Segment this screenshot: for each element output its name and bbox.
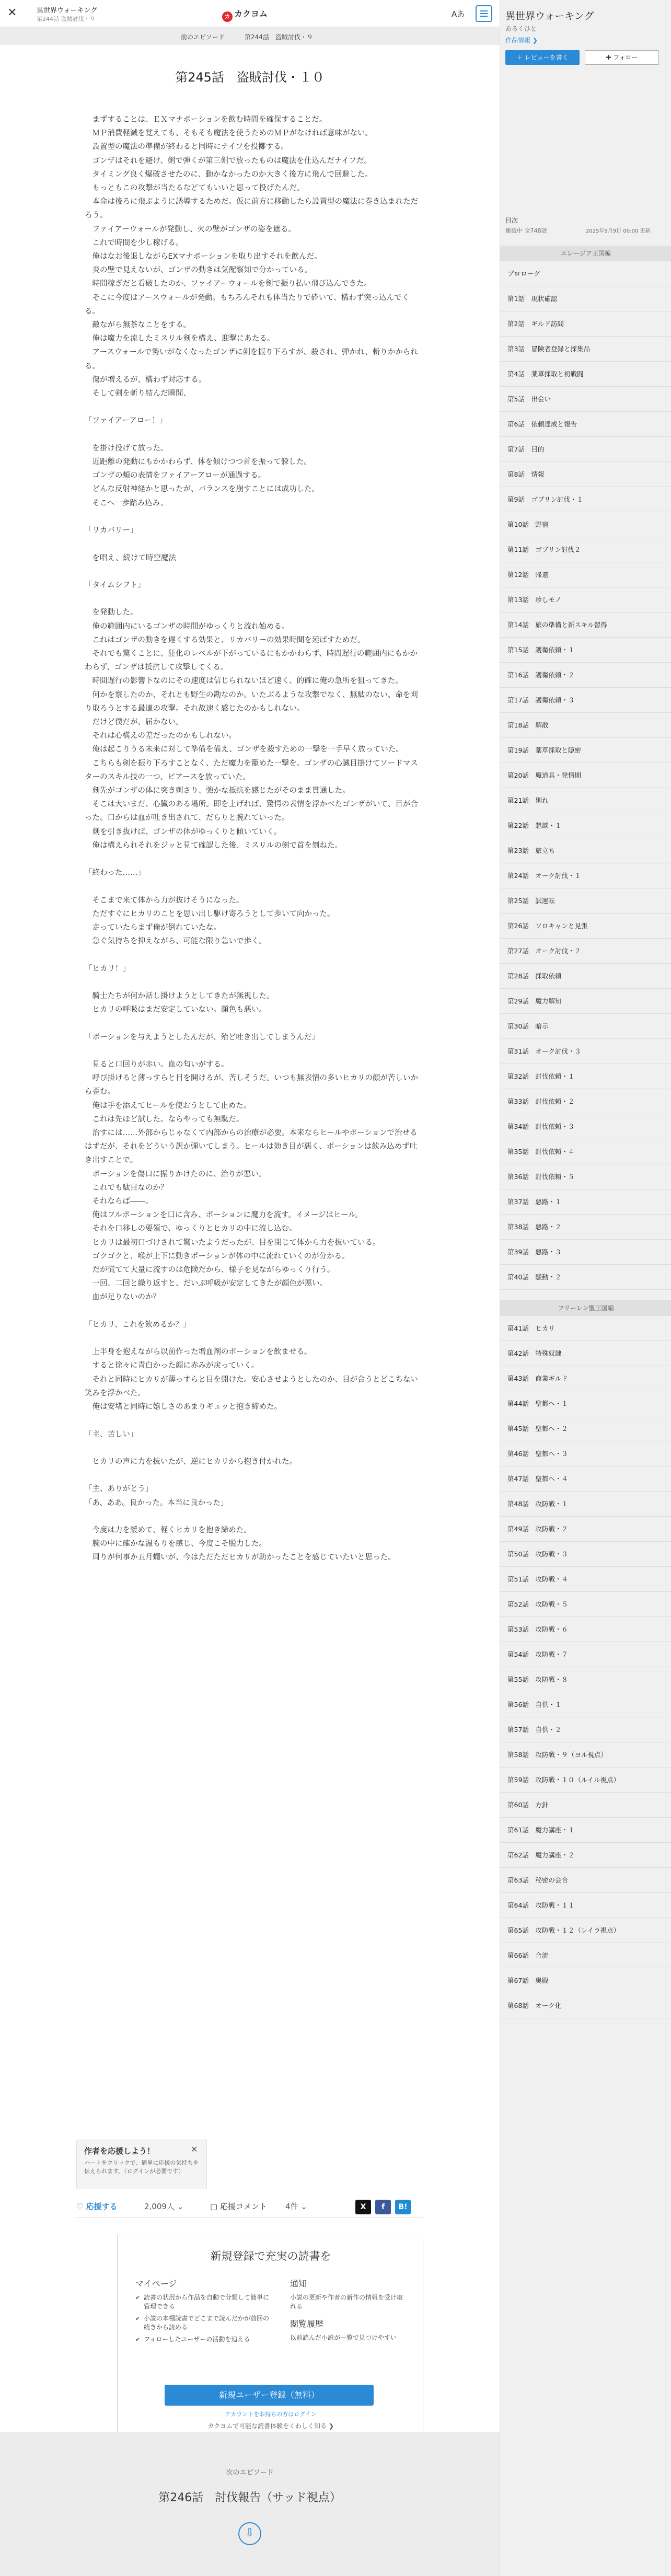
toc-episode-item[interactable]: 第68話 オーク化 (500, 1993, 671, 2018)
toc-episode-item[interactable]: 第58話 攻防戦・９（ヨル視点） (500, 1742, 671, 1768)
body-paragraph: 俺は魔力を流したミスリル剣を構え、迎撃にあたる。 (85, 334, 275, 343)
toc-episode-item[interactable]: 第53話 攻防戦・６ (500, 1617, 671, 1642)
body-paragraph: 時間稼ぎだと看破したのか、ファイアーウォールを剣で振り払い飛び込んできた。 (85, 280, 372, 288)
body-paragraph: どんな反射神経かと思ったが、バランスを崩すことには成功した。 (85, 485, 320, 494)
toc-episode-item[interactable]: 第51話 攻防戦・４ (500, 1567, 671, 1592)
body-paragraph: ゴンザはそれを避け、剣で弾くが第三剣で放ったものは魔法を仕込んだナイフだ。 (85, 156, 372, 165)
body-paragraph: 治すには……外部からじゃなくて内部からの治療が必要。本来ならヒールやポーションで治せるはずだが、それをどういう訳か弾いてしまう。ヒールは効き目が悪く、ポーションは飲み込めず吐き出すことで。 (85, 1129, 418, 1165)
signup-box (117, 2235, 423, 2441)
body-paragraph: を掛け投げて放った。 (85, 444, 168, 453)
body-paragraph: 俺はなお後退しながらEXマナポーションを取り出すそれを飲んだ。 (85, 252, 322, 261)
body-paragraph: 「ファイアーアロー！」 (85, 417, 167, 425)
body-paragraph: もっともこの攻撃が当たるなどてもいいと思って投げたんだ。 (85, 184, 305, 193)
text-size-button[interactable]: Aあ (452, 9, 465, 19)
body-paragraph: アースウォールで勢いがなくなったゴンザに剣を振り下ろすが、殺され、弾かれ、斬りかかられる。 (85, 348, 418, 371)
toc-episode-item[interactable]: 第32話 討伐依頼・１ (500, 1064, 671, 1089)
body-paragraph (85, 1044, 421, 1058)
work-info-link[interactable]: 作品情報 ❯ (505, 37, 538, 44)
toc-episode-item[interactable]: 第42話 特殊奴隷 (500, 1341, 671, 1366)
body-paragraph: 一回、二回と繰り返すと、だいぶ呼吸が安定してきたが顔色が悪い。 (85, 1279, 327, 1288)
like-button[interactable]: ♡ 応援する (76, 2202, 118, 2211)
support-box (76, 2140, 207, 2189)
like-count[interactable]: 2,009人 ⌄ (144, 2202, 184, 2211)
body-paragraph: まずすることは、ＥＸマナポーションを飲む時間を確保することだ。 (85, 115, 327, 124)
toc-episode-item[interactable]: 第38話 悪路・２ (500, 1215, 671, 1240)
toc-episode-item[interactable]: 第18話 解散 (500, 713, 671, 738)
toc-episode-item[interactable]: 第66話 合流 (500, 1943, 671, 1968)
toc-episode-item[interactable]: 第48話 攻防戦・１ (500, 1492, 671, 1517)
episode-nav-strip (0, 27, 500, 45)
toc-episode-item[interactable]: 第35話 討伐依頼・４ (500, 1139, 671, 1164)
signup-heading: 新規登録で充実の読書を (210, 2250, 331, 2262)
body-paragraph: 「ヒカリ、これを飲めるか？」 (85, 1320, 191, 1329)
body-paragraph: これはゴンザの動きを遅くする効果と、リカバリーの効果時間を延ばすためだ。 (85, 636, 365, 644)
toc-episode-item[interactable]: 第41話 ヒカリ (500, 1316, 671, 1341)
toc-sidebar (500, 0, 671, 2576)
body-paragraph (85, 1016, 421, 1030)
toc-episode-item[interactable]: 第19話 薬草採取と隠密 (500, 738, 671, 763)
body-paragraph: 傷が増えるが、構わず対応する。 (85, 375, 206, 384)
body-paragraph: 何かを察したのか、それとも野生の勘なのか。いたぶるような攻撃でなく、無駄のない、命を刈り取ろうとする最適の攻撃。それ故速く感じたのかもしれない。 (85, 690, 418, 713)
body-paragraph: 血が足りないのか？ (85, 1293, 160, 1302)
notify-title: 通知 (290, 2279, 307, 2289)
body-paragraph: 腕の中に確かな温もりを感じ、今度こそ脱力した。 (85, 1540, 267, 1549)
body-paragraph: それは心構えの差だったのかもしれない。 (85, 732, 236, 741)
toc-episode-item[interactable]: 第24話 オーク討伐・１ (500, 863, 671, 888)
sidebar-work-title[interactable]: 異世界ウォーキング (505, 10, 594, 22)
body-paragraph: 見ると口回りが赤い。血の匂いがする。 (85, 1060, 229, 1069)
body-paragraph: それと同時にヒカリが薄っすらと目を開けた。安心させようとしたのか、目が合うとどこちない笑みを浮かべた。 (85, 1375, 418, 1397)
body-paragraph: 急ぐ気持ちを抑えながら、可能な限り急いで歩く。 (85, 937, 267, 946)
register-button[interactable]: 新規ユーザー登録（無料） (165, 2385, 374, 2406)
toc-episode-item[interactable]: 第61話 魔力講座・１ (500, 1818, 671, 1843)
toc-episode-item[interactable]: 第31話 オーク討伐・３ (500, 1039, 671, 1064)
body-paragraph: ファイアーウォールが発動し、火の壁がゴンザの姿を遮る。 (85, 225, 296, 234)
toc-episode-item[interactable]: 第34話 討伐依頼・３ (500, 1114, 671, 1139)
body-paragraph: これで時間を少し稼げる。 (85, 238, 183, 247)
toc-section-header[interactable]: エレージア王国編 (500, 246, 671, 261)
notify-desc: 小説の更新や作者の新作の情報を受け取れる (290, 2294, 403, 2310)
body-paragraph: 「リカバリー」 (85, 526, 138, 535)
toc-episode-item[interactable]: 第45話 聖都へ・２ (500, 1416, 671, 1441)
review-button[interactable]: ＋ レビューを書く (505, 50, 580, 65)
toc-episode-item[interactable]: 第39話 悪路・３ (500, 1240, 671, 1265)
toc-episode-item[interactable]: 第14話 旅の準備と新スキル習得 (500, 613, 671, 638)
toc-episode-item[interactable]: 第25話 試運転 (500, 888, 671, 914)
toc-episode-item[interactable]: 第20話 魔道具・発情期 (500, 763, 671, 788)
body-paragraph: タイミング良く爆破させたのに、動かなかったのか大きく後方に飛んで回避した。 (85, 170, 373, 179)
support-title: 作者を応援しよう！ (84, 2146, 155, 2156)
mypage-title: マイページ (135, 2279, 177, 2289)
body-paragraph: 上半身を抱えながら以前作った増血剤のポーションを飲ませる。 (85, 1348, 312, 1357)
body-paragraph: こちらも剣を振り下ろすことなく、ただ魔力を籠めた一撃を。ゴンザの心臓目掛けてソードマスターのスキル技の一つ、ピアースを放っていた。 (85, 759, 418, 781)
toc-episode-item[interactable]: 第33話 討伐依頼・２ (500, 1089, 671, 1114)
body-paragraph: そこは大いまだ、心臓のある場所。即を上げれば、驚愕の表情を浮かべたゴンザがいて、目が合った。口からは血が吐き出されて、だらりと腕れていった。 (85, 800, 418, 823)
history-desc: 以前読んだ小説が一覧で見つけやすい (290, 2334, 397, 2341)
body-paragraph: 周りが何事か五月蠅いが、今はただただヒカリが助かったことを感じていたいと思った。 (85, 1553, 396, 1562)
toc-episode-item[interactable]: 第55話 攻防戦・８ (500, 1667, 671, 1692)
share-hatena-icon[interactable]: B! (395, 2200, 411, 2214)
body-paragraph: それを口移しの要領で、ゆっくりとヒカリの中に流し込む。 (85, 1225, 297, 1233)
comment-button[interactable]: ▢ 応援コメント (210, 2202, 267, 2211)
body-paragraph: だが慌てて大量に流すのは危険だから、様子を見ながらゆっくり行う。 (85, 1266, 335, 1275)
body-paragraph: ゴクゴクと、喉が上下に動きポーションが体の中に流れていくのが分かる。 (85, 1252, 350, 1261)
episode-body (85, 113, 421, 1565)
body-paragraph: 呼び掛けると薄っすらと目を開けるが、苦しそうだ。いつも無表情の多いヒカリの顔が苦しいから歪む。 (85, 1074, 418, 1096)
body-paragraph: 俺はフルポーションを口に含み、ポーションに魔力を流す。イメージはヒール。 (85, 1211, 363, 1220)
toc-episode-item[interactable]: 第23話 旅立ち (500, 838, 671, 863)
body-paragraph (85, 1332, 421, 1345)
body-paragraph: そこへ一歩踏み込み、 (85, 499, 168, 507)
notify-column (290, 2277, 405, 2349)
body-paragraph: それならば――。 (85, 1197, 153, 1206)
body-paragraph: 剣を引き抜けば、ゴンザの体がゆっくりと傾いていく。 (85, 827, 282, 836)
episode-title: 第245話 盗賊討伐・１０ (175, 70, 325, 85)
body-paragraph: 俺は起こりうる未来に対して準備を備え、ゴンザを殺すための一撃を一手早く放っていた。 (85, 745, 403, 754)
toc-episode-item[interactable]: 第5話 出会い (500, 387, 671, 412)
prev-episode-title[interactable]: 第244話 盗賊討伐・９ (245, 33, 313, 41)
body-paragraph: ヒカリの声に力を抜いたが、逆にヒカリから抱き付かれた。 (85, 1457, 297, 1466)
toc-episode-item[interactable]: 第3話 冒険者登録と採集品 (500, 337, 671, 362)
toc-episode-item[interactable]: 第62話 魔力講座・２ (500, 1843, 671, 1868)
body-paragraph: 俺は安堵と同時に嬉しさのあまりギュッと抱き締めた。 (85, 1403, 282, 1412)
body-paragraph (85, 428, 421, 442)
toc-episode-item[interactable]: 第30話 暗示 (500, 1014, 671, 1039)
next-episode-section (0, 2432, 500, 2576)
toc-episode-item[interactable]: 第47話 聖都へ・４ (500, 1466, 671, 1492)
toc-episode-item[interactable]: 第17話 護衛依頼・３ (500, 688, 671, 713)
close-icon[interactable]: ✕ (7, 6, 17, 19)
body-paragraph (85, 510, 421, 524)
toc-episode-item[interactable]: 第49話 攻防戦・２ (500, 1517, 671, 1542)
body-paragraph (85, 1304, 421, 1318)
body-paragraph: 俺は手を添えてヒールを使おうとして止めた。 (85, 1101, 251, 1110)
toc-episode-item[interactable]: 第16話 護衛依頼・２ (500, 663, 671, 688)
next-episode-label: 次のエピソード (226, 2469, 274, 2477)
toc-episode-item[interactable]: 第52話 攻防戦・５ (500, 1592, 671, 1617)
toc-episode-item[interactable]: 第1話 現状確認 (500, 286, 671, 311)
body-paragraph (85, 1441, 421, 1455)
body-paragraph: 俺の範囲内にいるゴンザの時間がゆっくりと流れ始める。 (85, 622, 290, 631)
sidebar-author[interactable]: あるくひと (505, 25, 537, 32)
body-paragraph: だけど僕だが、届かない。 (85, 718, 183, 726)
toc-label: 目次 (505, 217, 518, 224)
body-paragraph: を発動した。 (85, 608, 138, 617)
body-paragraph: ヒカリは最初口づけされて驚いたようだったが、目を閉じて体から力を抜いている。 (85, 1238, 380, 1247)
mypage-item: ✔ フォローしたユーザーの活動を追える (135, 2335, 271, 2344)
toc-section-header[interactable]: フリーレン聖王国編 (500, 1300, 671, 1316)
toc-episode-item[interactable]: 第44話 聖都へ・１ (500, 1391, 671, 1416)
body-paragraph (85, 565, 421, 579)
toc-episode-item[interactable]: 第11話 ゴブリン討伐２ (500, 537, 671, 562)
prev-episode-label[interactable]: 前のエピソード (181, 33, 225, 41)
toc-episode-item[interactable]: 第50話 攻防戦・３ (500, 1542, 671, 1567)
body-paragraph: 近距離の発動にもかかわらず、体を傾けつつ首を振って躱した。 (85, 458, 311, 467)
login-link[interactable]: アカウントをお持ちの方はログイン (225, 2411, 317, 2418)
comment-count[interactable]: 4件 ⌄ (285, 2202, 307, 2211)
body-paragraph: 時間遅行の影響下なのにその速度は信じられないほど速く、的確に俺の急所を狙ってきた。 (85, 677, 403, 686)
toc-episode-item[interactable]: 第64話 攻防戦・１１ (500, 1893, 671, 1918)
mypage-item: ✔ 小説の本棚読書でどこまで読んだかが前回の続きから読める (135, 2314, 271, 2332)
body-paragraph (85, 976, 421, 989)
arrow-down-icon[interactable]: ⇩ (238, 2522, 261, 2545)
body-paragraph: そこに今度はアースウォールが発動。もちろんそれも体当たりで砕いて、構わず突っ込んでくる。 (85, 293, 410, 316)
logo-text: カクヨム (234, 9, 268, 19)
toc-episode-item[interactable]: 第6話 依頼達成と報告 (500, 412, 671, 437)
body-paragraph: 剣先がゴンザの体に突き刺さり、強かな抵抗を感じたがそのまま貫通した。 (85, 786, 350, 795)
body-paragraph: それでも驚くことに、狂化のレベルが下がっているにもかかわらず、時間遅行の範囲内にもかかわらず、ゴンザは抵抗して攻撃してくる。 (85, 649, 418, 672)
toc-episode-item[interactable]: 第29話 魔力解知 (500, 989, 671, 1014)
body-paragraph (85, 1414, 421, 1427)
share-facebook-icon[interactable]: f (375, 2200, 391, 2214)
kakuyomu-logo[interactable] (222, 7, 268, 22)
header-episode-meta: 第244話 盗賊討伐・９ (37, 16, 96, 22)
toc-episode-item[interactable]: 第57話 自供・２ (500, 1717, 671, 1742)
toc-episode-item[interactable]: 第56話 自供・１ (500, 1692, 671, 1717)
body-paragraph: そこまで来て体から力が抜けそうになった。 (85, 896, 244, 905)
body-paragraph: 炎の壁で見えないが、ゴンザの動きは気配察知で分かっている。 (85, 266, 312, 275)
toc-episode-item[interactable]: 第12話 帰還 (500, 562, 671, 587)
toc-updated-date: 2025年9月9日 00:00 更新 (586, 228, 651, 234)
toc-episode-item[interactable]: 第36話 討伐依頼・５ (500, 1164, 671, 1189)
toc-episode-item[interactable]: 第13話 珍しモノ (500, 587, 671, 613)
top-header (0, 0, 500, 27)
share-x-icon[interactable]: X (355, 2200, 371, 2214)
toc-episode-item[interactable]: 第40話 騒動・２ (500, 1265, 671, 1290)
body-paragraph: 「タイムシフト」 (85, 581, 145, 590)
toc-episode-item[interactable]: 第43話 商業ギルド (500, 1366, 671, 1391)
toc-episode-item[interactable]: プロローグ (500, 261, 671, 286)
body-paragraph: 本命は後ろに飛ぶように誘導するためだ。仮に前方に移動したら設置型の魔法に巻き込まれただろう。 (85, 198, 418, 220)
logo-mark-icon: カ (222, 11, 233, 22)
body-paragraph: 「主、苦しい」 (85, 1430, 138, 1439)
toc-episode-item[interactable]: 第28話 採取依頼 (500, 964, 671, 989)
body-paragraph: そして剣を斬り結んだ瞬間、 (85, 389, 191, 398)
body-paragraph (85, 852, 421, 866)
body-paragraph: 設置型の魔法の準備が終わると同時にナイフを投擲する。 (85, 143, 289, 152)
toc-episode-item[interactable]: 第65話 攻防戦・１２（レイラ視点） (500, 1918, 671, 1943)
episode-actions (76, 2197, 423, 2217)
toc-episode-item[interactable]: 第10話 野宿 (500, 512, 671, 537)
body-paragraph: ポーションを傷口に振りかけたのに、治りが悪い。 (85, 1170, 267, 1179)
toc-episode-item[interactable]: 第2話 ギルド訪問 (500, 311, 671, 337)
body-paragraph: 「ポーションを与えようとしたんだが、殆ど吐き出してしまうんだ」 (85, 1033, 319, 1042)
toc-episode-item[interactable]: 第8話 情報 (500, 462, 671, 487)
body-paragraph: すると徐々に青白かった顔に赤みが戻っていく。 (85, 1361, 259, 1370)
toc-episode-item[interactable]: 第59話 攻防戦・１０（ルイル視点） (500, 1768, 671, 1793)
body-paragraph (85, 1469, 421, 1482)
episode-main (0, 45, 500, 2576)
toc-episode-item[interactable]: 第54話 攻防戦・７ (500, 1642, 671, 1667)
body-paragraph: を唱え、続けて時空魔法 (85, 553, 176, 562)
toc-episode-item[interactable]: 第7話 目的 (500, 437, 671, 462)
body-paragraph (85, 1510, 421, 1523)
header-work-title[interactable]: 異世界ウォーキング (37, 7, 98, 15)
body-paragraph (85, 592, 421, 606)
body-paragraph: 俺は構えられそれをジッと見て確認した後、ミスリルの剣で首を刎ねた。 (85, 841, 342, 850)
toc-episode-item[interactable]: 第27話 オーク討伐・２ (500, 939, 671, 964)
body-paragraph: 騎士たちが何か話し掛けようとしてきたが無視した。 (85, 992, 274, 1000)
toc-episode-item[interactable]: 第4話 薬草採取と初戦闘 (500, 362, 671, 387)
toc-episode-item[interactable]: 第60話 方針 (500, 1793, 671, 1818)
body-paragraph: ただすぐにヒカリのことを思い出し駆け寄ろうとして歩いて向かった。 (85, 909, 335, 918)
body-paragraph: ＭＰ消費軽減を覚えても、そもそも魔法を使うためのＭＰがなければ意味がない。 (85, 129, 373, 138)
toc-episode-item[interactable]: 第22話 懇談・１ (500, 813, 671, 838)
body-paragraph: 「終わった……」 (85, 869, 145, 877)
toc-episode-item[interactable]: 第15話 護衛依頼・１ (500, 638, 671, 663)
body-paragraph: これでも駄目なのか？ (85, 1183, 168, 1192)
body-paragraph: これは先ほど試した。ならやっても無駄だ。 (85, 1115, 244, 1124)
toc-episode-item[interactable]: 第26話 ソロキャンと見張 (500, 914, 671, 939)
learn-more-link[interactable]: カクヨムで可能な読書体験をくわしく知る ❯ (207, 2422, 334, 2430)
body-paragraph: ゴンザの頬の表情をファイアーアローが通過する。 (85, 471, 266, 480)
toc-episode-item[interactable]: 第63話 秘密の会合 (500, 1868, 671, 1893)
close-icon[interactable]: ✕ (191, 2144, 198, 2154)
history-title: 閲覧履歴 (290, 2319, 324, 2329)
toc-episode-item[interactable]: 第46話 聖都へ・３ (500, 1441, 671, 1466)
body-paragraph: 敵ながら無茶なことをする。 (85, 321, 191, 330)
body-paragraph: 「あ、ああ。良かった。本当に良かった」 (85, 1498, 228, 1507)
toc-episode-count: 連載中 全748話 (505, 227, 547, 234)
toc-menu-icon[interactable] (476, 5, 492, 22)
mypage-item: ✔ 読書の状況から作品を自動で分類して簡単に管理できる (135, 2293, 271, 2311)
next-episode-title[interactable]: 第246話 討伐報告（サッド視点） (158, 2491, 341, 2504)
body-paragraph: 走っていたらまず俺が倒れていたな。 (85, 923, 221, 932)
follow-button[interactable]: ✚ フォロー (585, 50, 659, 65)
toc-episode-item[interactable]: 第67話 奥殿 (500, 1968, 671, 1993)
support-desc: ハートをクリックで、簡単に応援の気持ちを伝えられます。（ログインが必要です） (84, 2159, 199, 2175)
toc-episode-item[interactable]: 第9話 ゴブリン討伐・１ (500, 487, 671, 512)
body-paragraph: 「ヒカリ！」 (85, 964, 130, 973)
toc-episode-item[interactable]: 第21話 別れ (500, 788, 671, 813)
body-paragraph (85, 400, 421, 414)
body-paragraph (85, 948, 421, 962)
body-paragraph (85, 537, 421, 551)
mypage-column (135, 2277, 271, 2347)
body-paragraph (85, 880, 421, 893)
body-paragraph: 「主、ありがとう」 (85, 1485, 153, 1494)
body-paragraph: ヒカリの呼吸はまだ安定していない。顔色も悪い。 (85, 1006, 267, 1014)
toc-episode-item[interactable]: 第37話 悪路・１ (500, 1189, 671, 1215)
body-paragraph: 今度は力を緩めて、軽くヒカリを抱き締めた。 (85, 1526, 251, 1534)
